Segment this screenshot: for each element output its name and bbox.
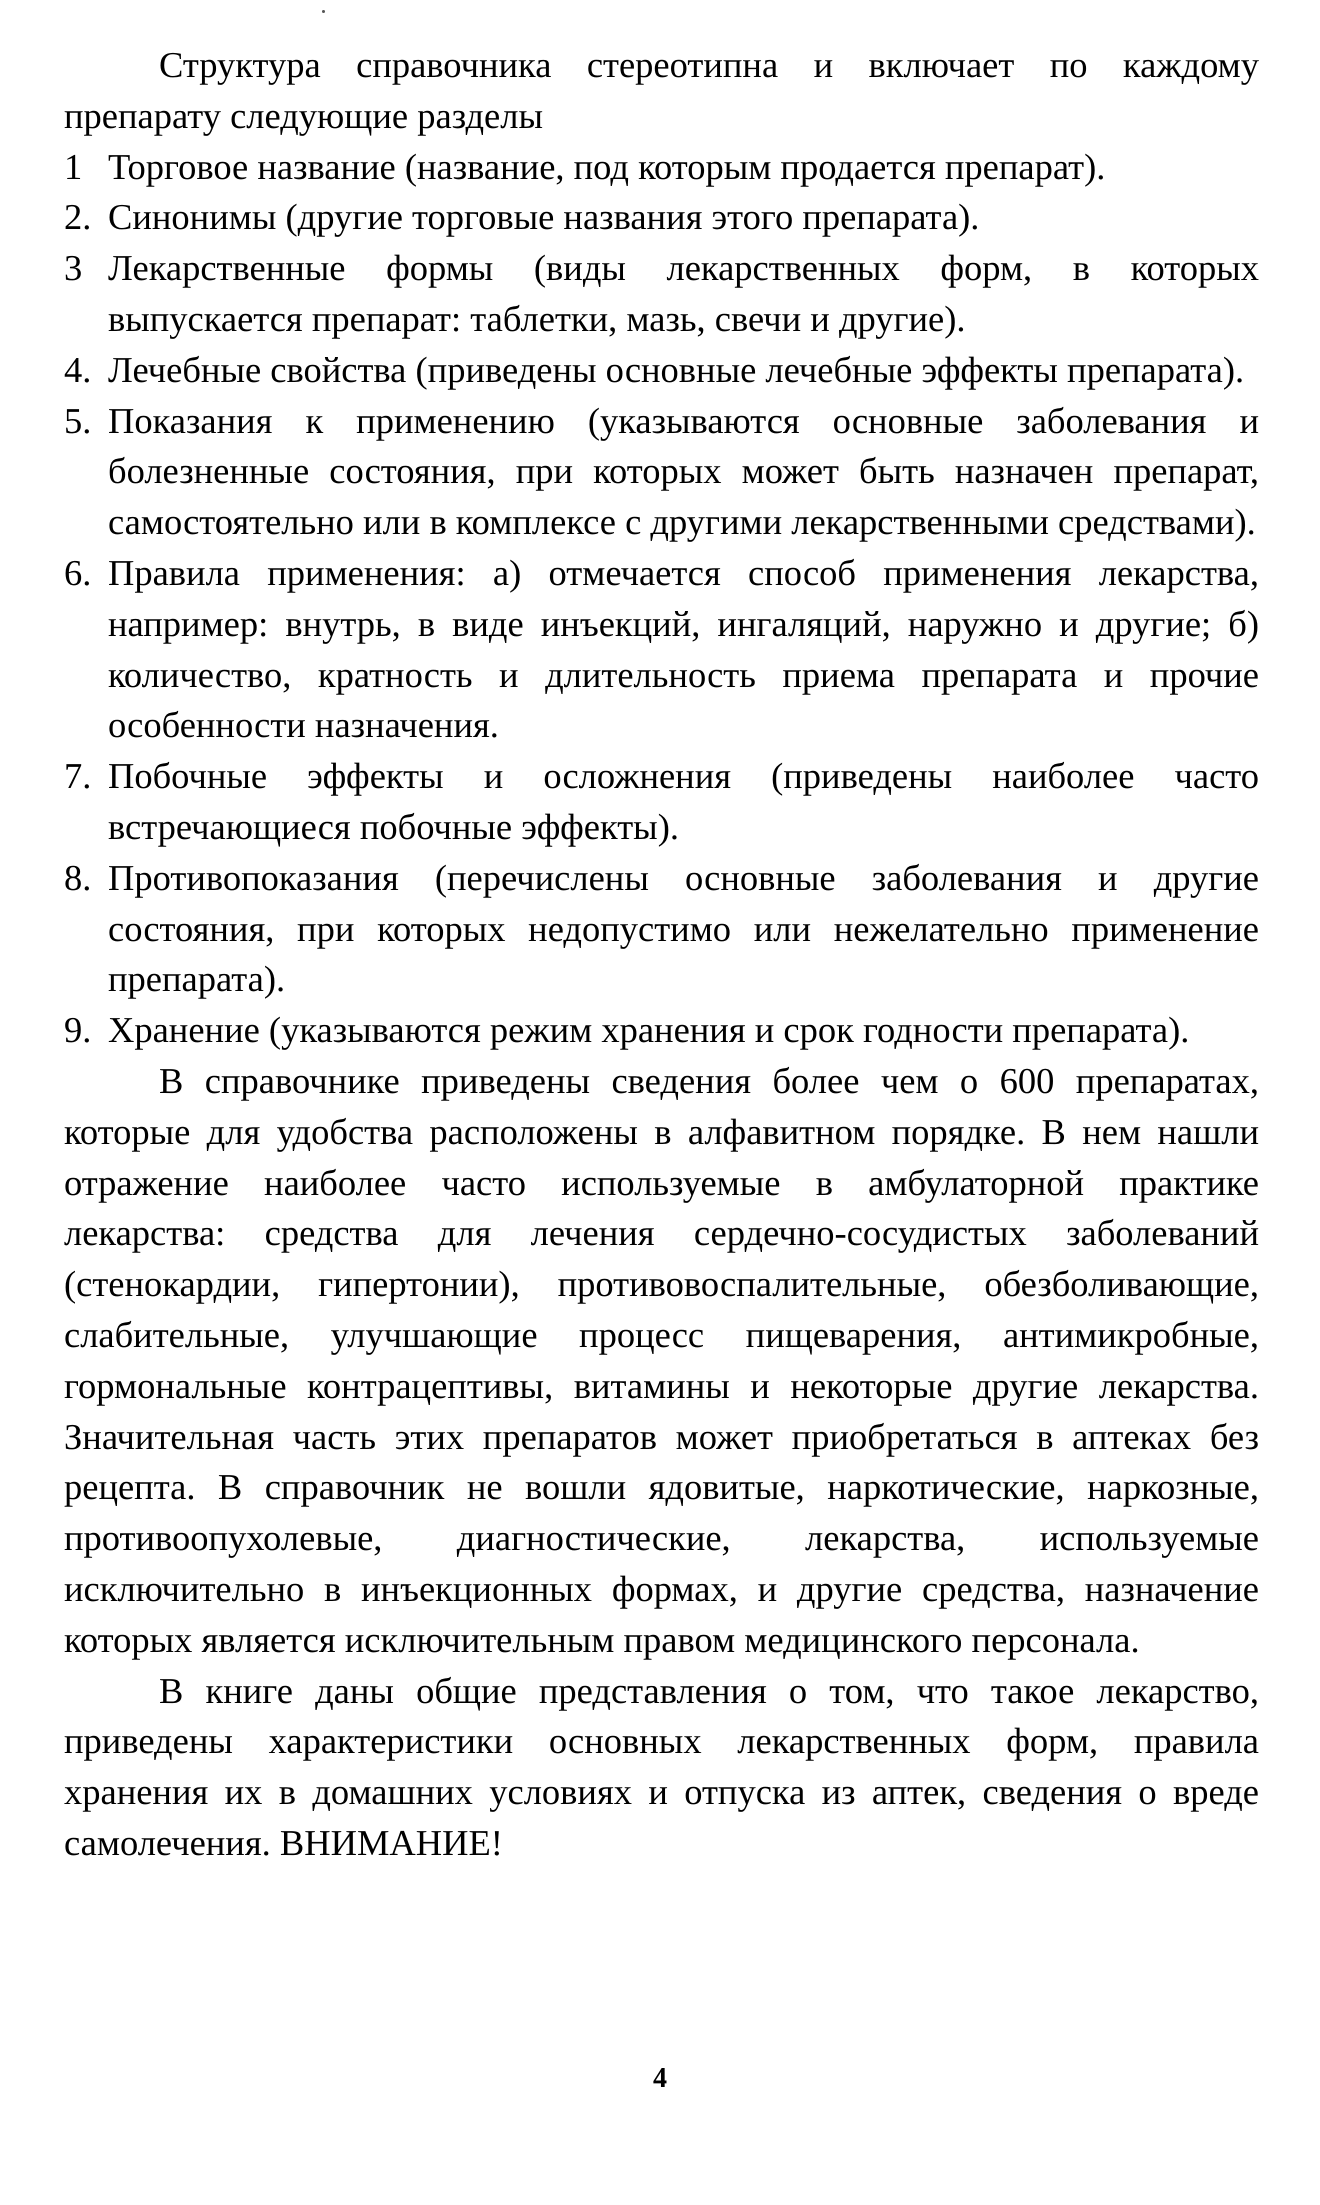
scan-speck [322, 10, 325, 13]
list-item [64, 1005, 1259, 1056]
list-item-number: 6. [64, 551, 92, 593]
list-item-number: 5. [64, 399, 92, 441]
list-item [64, 192, 1259, 243]
list-item-text: Синонимы (другие торговые названия этого препарата). [108, 196, 980, 238]
list-item [64, 853, 1259, 1005]
list-item-text: Правила применения: а) отмечается способ применения лекарства, например: внутрь, в виде инъекций, ингаляций, наружно и другие; б) количество, кратность и длительность приема препарата и прочие особенности назначения. [108, 551, 1259, 746]
list-item-text: Показания к применению (указываются основные заболевания и болезненные состояния, при которых может быть назначен препарат, самостоятельно или в комплексе с другими лекарственными средствами). [108, 399, 1259, 543]
sections-list [64, 142, 1259, 1056]
list-item-number: 4. [64, 348, 92, 390]
list-item-number: 2. [64, 196, 92, 238]
list-item [64, 142, 1259, 193]
list-item-number: 9. [64, 1009, 92, 1051]
intro-paragraph: Структура справочника стереотипна и включает по каждому препарату следующие разделы [64, 44, 1259, 136]
list-item-number: 7. [64, 755, 92, 797]
list-item [64, 396, 1259, 548]
list-item-text: Лекарственные формы (виды лекарственных форм, в которых выпускается препарат: таблетки, мазь, свечи и другие). [108, 247, 1259, 339]
list-item [64, 243, 1259, 345]
list-item-text: Торговое название (название, под которым продается препарат). [108, 145, 1106, 187]
list-item-text: Противопоказания (перечислены основные заболевания и другие состояния, при которых недопустимо или нежелательно применение препарата). [108, 856, 1259, 1000]
page-number: 4 [653, 2063, 667, 2094]
document-body [64, 40, 1259, 1869]
list-item-number: 8. [64, 856, 92, 898]
list-item [64, 751, 1259, 853]
list-item-text: Побочные эффекты и осложнения (приведены наиболее часто встречающиеся побочные эффекты). [108, 755, 1259, 847]
list-item [64, 548, 1259, 751]
body-paragraph-book-overview: В книге даны общие представления о том, что такое лекарство, приведены характеристики основных лекарственных форм, правила хранения их в домашних условиях и отпуска из аптек, сведения о вреде самолечения. ВНИМАНИЕ! [64, 1669, 1259, 1863]
list-item-text: Хранение (указываются режим хранения и срок годности препарата). [108, 1009, 1190, 1051]
list-item-text: Лечебные свойства (приведены основные лечебные эффекты препарата). [108, 348, 1245, 390]
body-paragraph-drug-coverage: В справочнике приведены сведения более чем о 600 препаратах, которые для удобства расположены в алфавитном порядке. В нем нашли отражение наиболее часто используемые в амбулаторной практике лекарства: средства для лечения сердечно-сосудистых заболеваний (стенокардии, гипертонии), противовоспалительные, обезболивающие, слабительные, улучшающие процесс пищеварения, антимикробные, гормональные контрацептивы, витамины и некоторые другие лекарства. Значительная часть этих препаратов может приобретаться в аптеках без рецепта. В справочник не вошли ядовитые, наркотические, наркозные, противоопухолевые, диагностические, лекарства, используемые исключительно в инъекционных формах, и другие средства, назначение которых является исключительным правом медицинского персонала. [64, 1059, 1259, 1660]
list-item [64, 345, 1259, 396]
list-item-number: 1 [64, 145, 83, 187]
list-item-number: 3 [64, 247, 83, 289]
